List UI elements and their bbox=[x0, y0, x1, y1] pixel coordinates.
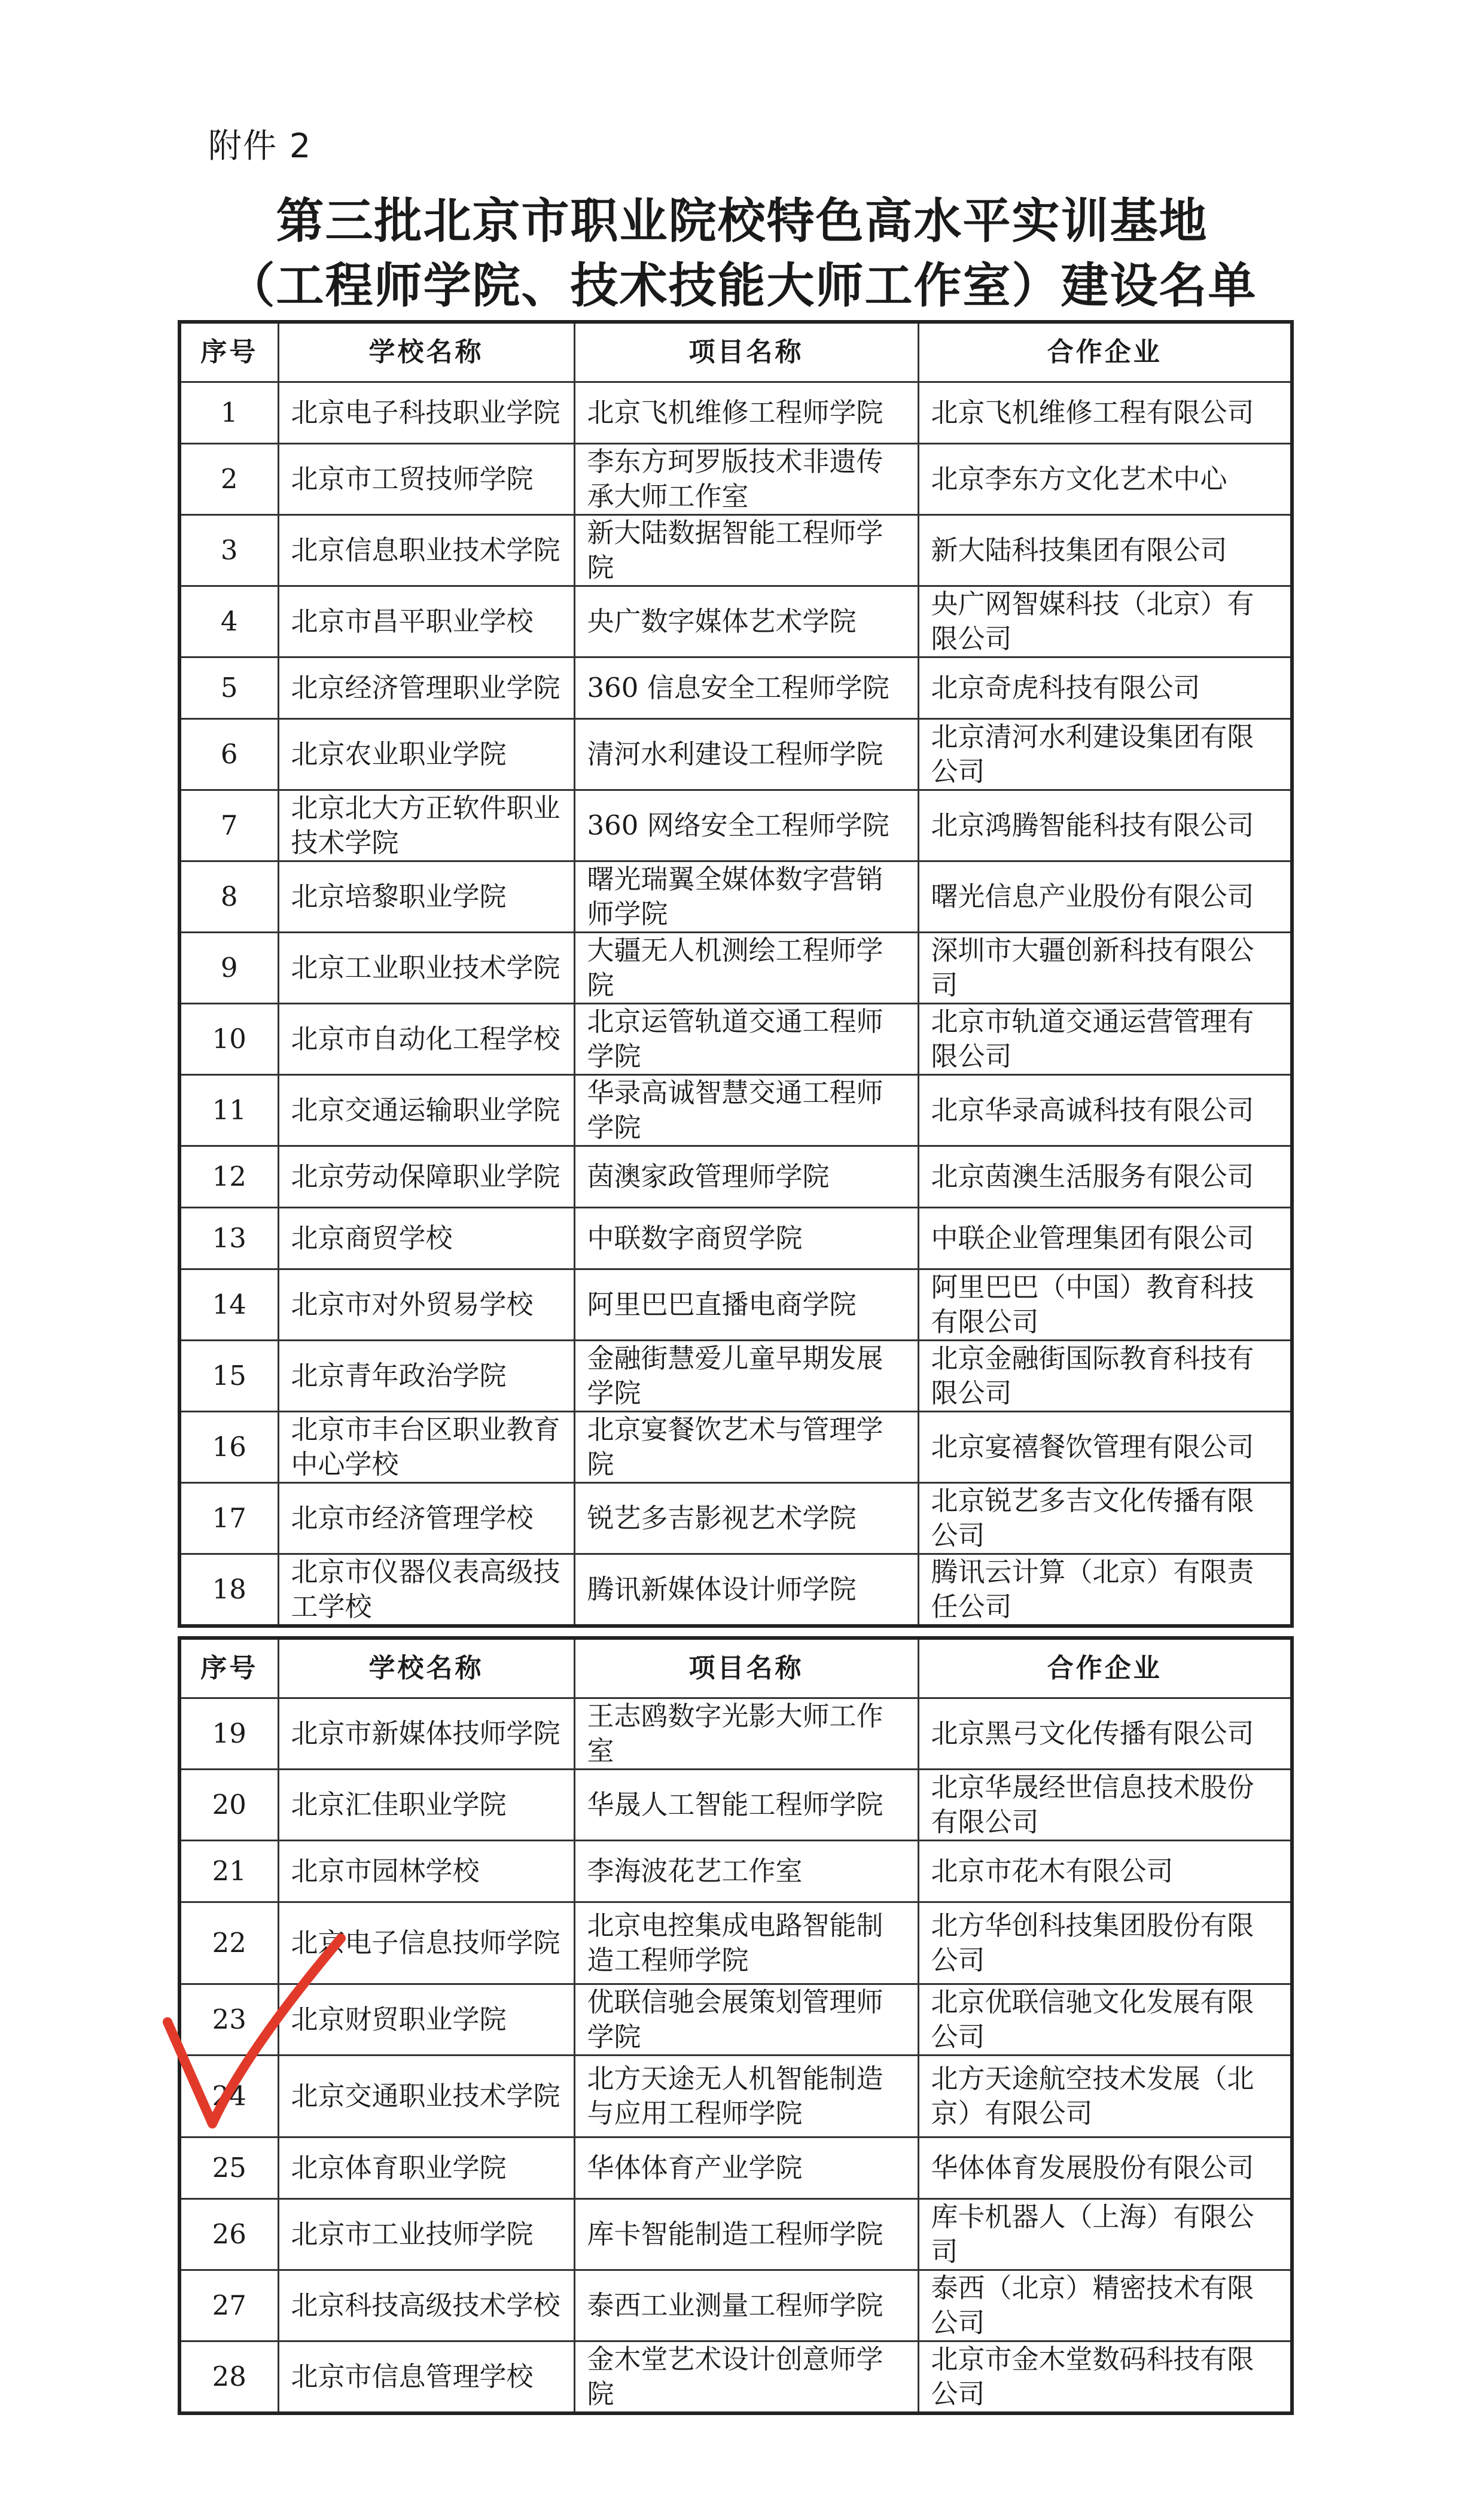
row-number: 21 bbox=[179, 1840, 278, 1902]
table-row bbox=[179, 1698, 1292, 1769]
partner-company: 北京优联信驰文化发展有限公司 bbox=[918, 1984, 1292, 2055]
row-number: 18 bbox=[179, 1554, 278, 1626]
table-row bbox=[179, 1554, 1292, 1626]
row-number: 23 bbox=[179, 1984, 278, 2055]
partner-company: 北京清河水利建设集团有限公司 bbox=[918, 718, 1292, 790]
table-row bbox=[179, 1411, 1292, 1482]
partner-company: 库卡机器人（上海）有限公司 bbox=[918, 2198, 1292, 2270]
row-number: 5 bbox=[179, 657, 278, 718]
row-number: 8 bbox=[179, 861, 278, 932]
table-row bbox=[179, 790, 1292, 861]
project-name: 王志鸥数字光影大师工作室 bbox=[574, 1698, 918, 1769]
partner-company: 北京茵澳生活服务有限公司 bbox=[918, 1146, 1292, 1207]
school-name: 北京市经济管理学校 bbox=[278, 1482, 574, 1554]
row-number: 10 bbox=[179, 1003, 278, 1074]
table-row bbox=[179, 2198, 1292, 2270]
row-number: 28 bbox=[179, 2341, 278, 2413]
row-number: 20 bbox=[179, 1769, 278, 1840]
table-row bbox=[179, 1769, 1292, 1840]
row-number: 15 bbox=[179, 1340, 278, 1411]
school-name: 北京市仪器仪表高级技工学校 bbox=[278, 1554, 574, 1626]
row-number: 4 bbox=[179, 586, 278, 657]
partner-company: 中联企业管理集团有限公司 bbox=[918, 1207, 1292, 1269]
partner-company: 阿里巴巴（中国）教育科技有限公司 bbox=[918, 1269, 1292, 1340]
project-name: 360 信息安全工程师学院 bbox=[574, 657, 918, 718]
header-no: 序号 bbox=[179, 1638, 278, 1698]
project-name: 大疆无人机测绘工程师学院 bbox=[574, 932, 918, 1003]
table-header-row bbox=[179, 1638, 1292, 1698]
project-name: 曙光瑞翼全媒体数字营销师学院 bbox=[574, 861, 918, 932]
project-name: 阿里巴巴直播电商学院 bbox=[574, 1269, 918, 1340]
school-name: 北京市丰台区职业教育中心学校 bbox=[278, 1411, 574, 1482]
project-name: 央广数字媒体艺术学院 bbox=[574, 586, 918, 657]
project-name: 中联数字商贸学院 bbox=[574, 1207, 918, 1269]
project-name: 优联信驰会展策划管理师学院 bbox=[574, 1984, 918, 2055]
document-title-line-2: （工程师学院、技术技能大师工作室）建设名单 bbox=[227, 258, 1257, 313]
school-name: 北京信息职业技术学院 bbox=[278, 514, 574, 586]
project-name: 锐艺多吉影视艺术学院 bbox=[574, 1482, 918, 1554]
project-name: 腾讯新媒体设计师学院 bbox=[574, 1554, 918, 1626]
header-project: 项目名称 bbox=[574, 1638, 918, 1698]
header-partner: 合作企业 bbox=[918, 1638, 1292, 1698]
table-row bbox=[179, 586, 1292, 657]
partner-company: 深圳市大疆创新科技有限公司 bbox=[918, 932, 1292, 1003]
partner-company: 腾讯云计算（北京）有限责任公司 bbox=[918, 1554, 1292, 1626]
project-name: 清河水利建设工程师学院 bbox=[574, 718, 918, 790]
school-name: 北京市信息管理学校 bbox=[278, 2341, 574, 2413]
row-number: 9 bbox=[179, 932, 278, 1003]
row-number: 26 bbox=[179, 2198, 278, 2270]
header-school: 学校名称 bbox=[278, 1638, 574, 1698]
row-number: 17 bbox=[179, 1482, 278, 1554]
table-row bbox=[179, 514, 1292, 586]
partner-company: 新大陆科技集团有限公司 bbox=[918, 514, 1292, 586]
row-number: 1 bbox=[179, 382, 278, 443]
partner-company: 华体体育发展股份有限公司 bbox=[918, 2137, 1292, 2198]
partner-company: 曙光信息产业股份有限公司 bbox=[918, 861, 1292, 932]
project-name: 李海波花艺工作室 bbox=[574, 1840, 918, 1902]
school-name: 北京工业职业技术学院 bbox=[278, 932, 574, 1003]
row-number: 6 bbox=[179, 718, 278, 790]
row-number: 19 bbox=[179, 1698, 278, 1769]
school-name: 北京电子科技职业学院 bbox=[278, 382, 574, 443]
row-number: 24 bbox=[179, 2055, 278, 2137]
table-row bbox=[179, 657, 1292, 718]
school-name: 北京市新媒体技师学院 bbox=[278, 1698, 574, 1769]
project-name: 李东方珂罗版技术非遗传承大师工作室 bbox=[574, 443, 918, 514]
table-row bbox=[179, 1207, 1292, 1269]
table-row bbox=[179, 718, 1292, 790]
project-name: 北京宴餐饮艺术与管理学院 bbox=[574, 1411, 918, 1482]
school-name: 北京农业职业学院 bbox=[278, 718, 574, 790]
row-number: 11 bbox=[179, 1074, 278, 1146]
school-name: 北京科技高级技术学校 bbox=[278, 2270, 574, 2341]
table-row bbox=[179, 932, 1292, 1003]
header-no: 序号 bbox=[179, 322, 278, 382]
table-row bbox=[179, 1269, 1292, 1340]
school-name: 北京市工业技师学院 bbox=[278, 2198, 574, 2270]
school-name: 北京体育职业学院 bbox=[278, 2137, 574, 2198]
project-name: 北方天途无人机智能制造与应用工程师学院 bbox=[574, 2055, 918, 2137]
partner-company: 北京鸿腾智能科技有限公司 bbox=[918, 790, 1292, 861]
partner-company: 北方华创科技集团股份有限公司 bbox=[918, 1902, 1292, 1984]
partner-company: 北京市金木堂数码科技有限公司 bbox=[918, 2341, 1292, 2413]
table-row bbox=[179, 1146, 1292, 1207]
partner-company: 北京华晟经世信息技术股份有限公司 bbox=[918, 1769, 1292, 1840]
school-name: 北京北大方正软件职业技术学院 bbox=[278, 790, 574, 861]
table-row bbox=[179, 382, 1292, 443]
partner-company: 北京奇虎科技有限公司 bbox=[918, 657, 1292, 718]
school-name: 北京市工贸技师学院 bbox=[278, 443, 574, 514]
project-name: 华晟人工智能工程师学院 bbox=[574, 1769, 918, 1840]
row-number: 16 bbox=[179, 1411, 278, 1482]
school-name: 北京商贸学校 bbox=[278, 1207, 574, 1269]
school-name: 北京市昌平职业学校 bbox=[278, 586, 574, 657]
school-name: 北京市园林学校 bbox=[278, 1840, 574, 1902]
header-project: 项目名称 bbox=[574, 322, 918, 382]
red-check-mark bbox=[156, 1920, 353, 2148]
school-name: 北京青年政治学院 bbox=[278, 1340, 574, 1411]
school-name: 北京汇佳职业学院 bbox=[278, 1769, 574, 1840]
school-name: 北京市自动化工程学校 bbox=[278, 1003, 574, 1074]
row-number: 7 bbox=[179, 790, 278, 861]
project-name: 华录高诚智慧交通工程师学院 bbox=[574, 1074, 918, 1146]
partner-company: 北京飞机维修工程有限公司 bbox=[918, 382, 1292, 443]
row-number: 3 bbox=[179, 514, 278, 586]
partner-company: 央广网智媒科技（北京）有限公司 bbox=[918, 586, 1292, 657]
partner-company: 北京市花木有限公司 bbox=[918, 1840, 1292, 1902]
row-number: 27 bbox=[179, 2270, 278, 2341]
school-name: 北京培黎职业学院 bbox=[278, 861, 574, 932]
row-number: 13 bbox=[179, 1207, 278, 1269]
row-number: 12 bbox=[179, 1146, 278, 1207]
school-name: 北京经济管理职业学院 bbox=[278, 657, 574, 718]
project-name: 金木堂艺术设计创意师学院 bbox=[574, 2341, 918, 2413]
project-name: 新大陆数据智能工程师学院 bbox=[574, 514, 918, 586]
project-name: 华体体育产业学院 bbox=[574, 2137, 918, 2198]
school-name: 北京电子信息技师学院 bbox=[278, 1902, 574, 1984]
roster-table-1 bbox=[178, 320, 1294, 1628]
table-row bbox=[179, 1003, 1292, 1074]
partner-company: 北京锐艺多吉文化传播有限公司 bbox=[918, 1482, 1292, 1554]
project-name: 北京运管轨道交通工程师学院 bbox=[574, 1003, 918, 1074]
table-row bbox=[179, 1840, 1292, 1902]
table-header-row bbox=[179, 322, 1292, 382]
partner-company: 北京华录高诚科技有限公司 bbox=[918, 1074, 1292, 1146]
table-row bbox=[179, 2341, 1292, 2413]
row-number: 22 bbox=[179, 1902, 278, 1984]
header-school: 学校名称 bbox=[278, 322, 574, 382]
school-name: 北京交通职业技术学院 bbox=[278, 2055, 574, 2137]
table-row bbox=[179, 1074, 1292, 1146]
row-number: 25 bbox=[179, 2137, 278, 2198]
project-name: 360 网络安全工程师学院 bbox=[574, 790, 918, 861]
header-partner: 合作企业 bbox=[918, 322, 1292, 382]
table-row bbox=[179, 2270, 1292, 2341]
table-row bbox=[179, 443, 1292, 514]
partner-company: 北京市轨道交通运营管理有限公司 bbox=[918, 1003, 1292, 1074]
table-row bbox=[179, 1340, 1292, 1411]
row-number: 2 bbox=[179, 443, 278, 514]
project-name: 北京飞机维修工程师学院 bbox=[574, 382, 918, 443]
partner-company: 北京李东方文化艺术中心 bbox=[918, 443, 1292, 514]
project-name: 金融街慧爱儿童早期发展学院 bbox=[574, 1340, 918, 1411]
school-name: 北京财贸职业学院 bbox=[278, 1984, 574, 2055]
document-title-line-1: 第三批北京市职业院校特色高水平实训基地 bbox=[276, 193, 1208, 249]
table-row bbox=[179, 1482, 1292, 1554]
project-name: 泰西工业测量工程师学院 bbox=[574, 2270, 918, 2341]
project-name: 北京电控集成电路智能制造工程师学院 bbox=[574, 1902, 918, 1984]
project-name: 库卡智能制造工程师学院 bbox=[574, 2198, 918, 2270]
school-name: 北京劳动保障职业学院 bbox=[278, 1146, 574, 1207]
partner-company: 泰西（北京）精密技术有限公司 bbox=[918, 2270, 1292, 2341]
partner-company: 北京宴禧餐饮管理有限公司 bbox=[918, 1411, 1292, 1482]
project-name: 茵澳家政管理师学院 bbox=[574, 1146, 918, 1207]
school-name: 北京市对外贸易学校 bbox=[278, 1269, 574, 1340]
partner-company: 北京黑弓文化传播有限公司 bbox=[918, 1698, 1292, 1769]
partner-company: 北京金融街国际教育科技有限公司 bbox=[918, 1340, 1292, 1411]
partner-company: 北方天途航空技术发展（北京）有限公司 bbox=[918, 2055, 1292, 2137]
school-name: 北京交通运输职业学院 bbox=[278, 1074, 574, 1146]
table-row bbox=[179, 861, 1292, 932]
row-number: 14 bbox=[179, 1269, 278, 1340]
attachment-label: 附件 2 bbox=[208, 127, 312, 166]
